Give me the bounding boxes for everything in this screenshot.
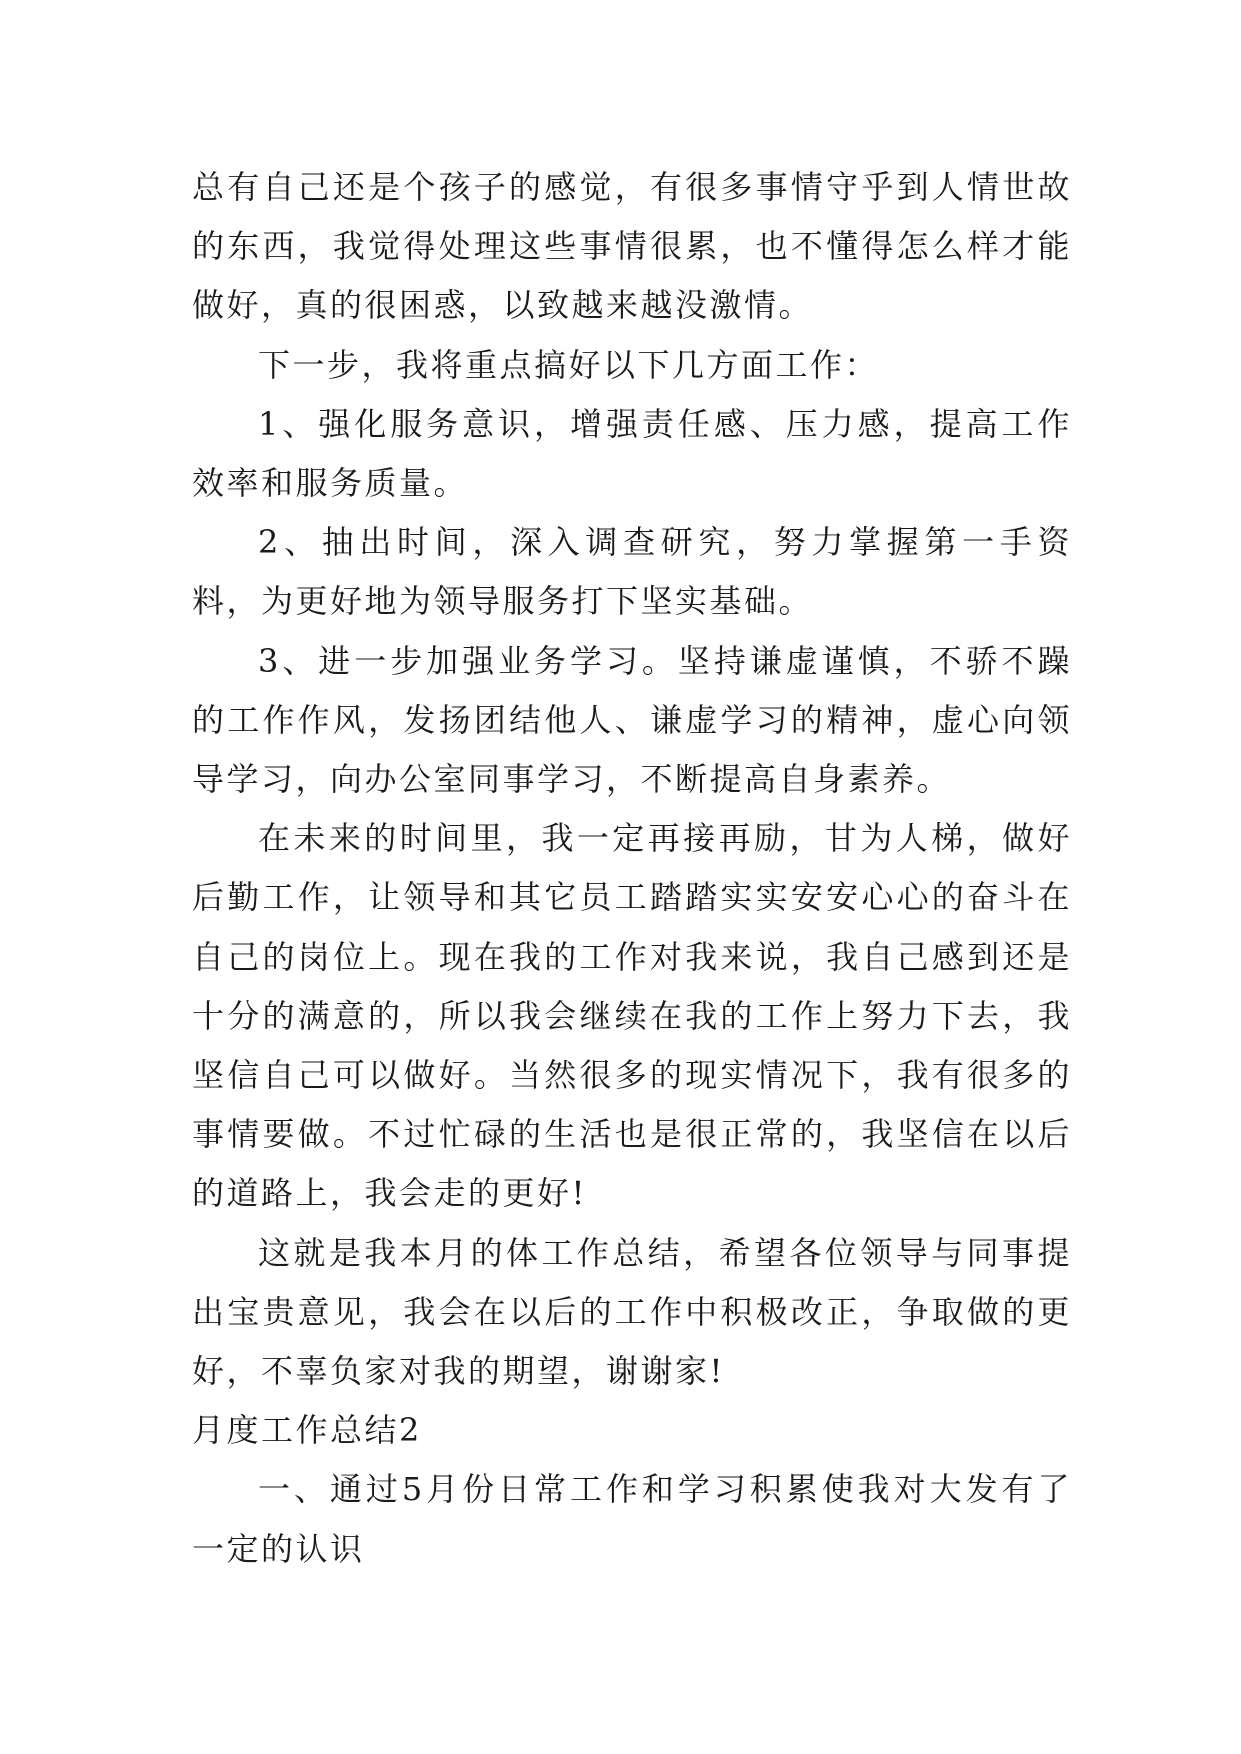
paragraph: 总有自己还是个孩子的感觉，有很多事情守乎到人情世故的东西，我觉得处理这些事情很累，也不懂得怎么样才能做好，真的很困惑，以致越来越没激情。 bbox=[192, 168, 1072, 325]
list-item-paragraph: 1、强化服务意识，增强责任感、压力感，提高工作效率和服务质量。 bbox=[192, 404, 1072, 503]
document-body bbox=[192, 158, 1072, 1579]
paragraph: 在未来的时间里，我一定再接再励，甘为人梯，做好后勤工作，让领导和其它员工踏踏实实安安心心的奋斗在自己的岗位上。现在我的工作对我来说，我自己感到还是十分的满意的，所以我会继续在我的工作上努力下去，我坚信自己可以做好。当然很多的现实情况下，我有很多的事情要做。不过忙碌的生活也是很正常的，我坚信在以后的道路上，我会走的更好! bbox=[192, 819, 1072, 1213]
list-item-paragraph: 2、抽出时间，深入调查研究，努力掌握第一手资料，为更好地为领导服务打下坚实基础。 bbox=[192, 523, 1072, 621]
paragraph: 一、通过5月份日常工作和学习积累使我对大发有了一定的认识 bbox=[192, 1470, 1072, 1568]
paragraph: 下一步，我将重点搞好以下几方面工作： bbox=[258, 345, 880, 384]
list-item-paragraph: 3、进一步加强业务学习。坚持谦虚谨慎，不骄不躁的工作作风，发扬团结他人、谦虚学习的精神，虚心向领导学习，向办公室同事学习，不断提高自身素养。 bbox=[192, 641, 1072, 799]
section-heading: 月度工作总结2 bbox=[192, 1411, 422, 1450]
paragraph: 这就是我本月的体工作总结，希望各位领导与同事提出宝贵意见，我会在以后的工作中积极改正，争取做的更好，不辜负家对我的期望，谢谢家! bbox=[192, 1233, 1072, 1391]
